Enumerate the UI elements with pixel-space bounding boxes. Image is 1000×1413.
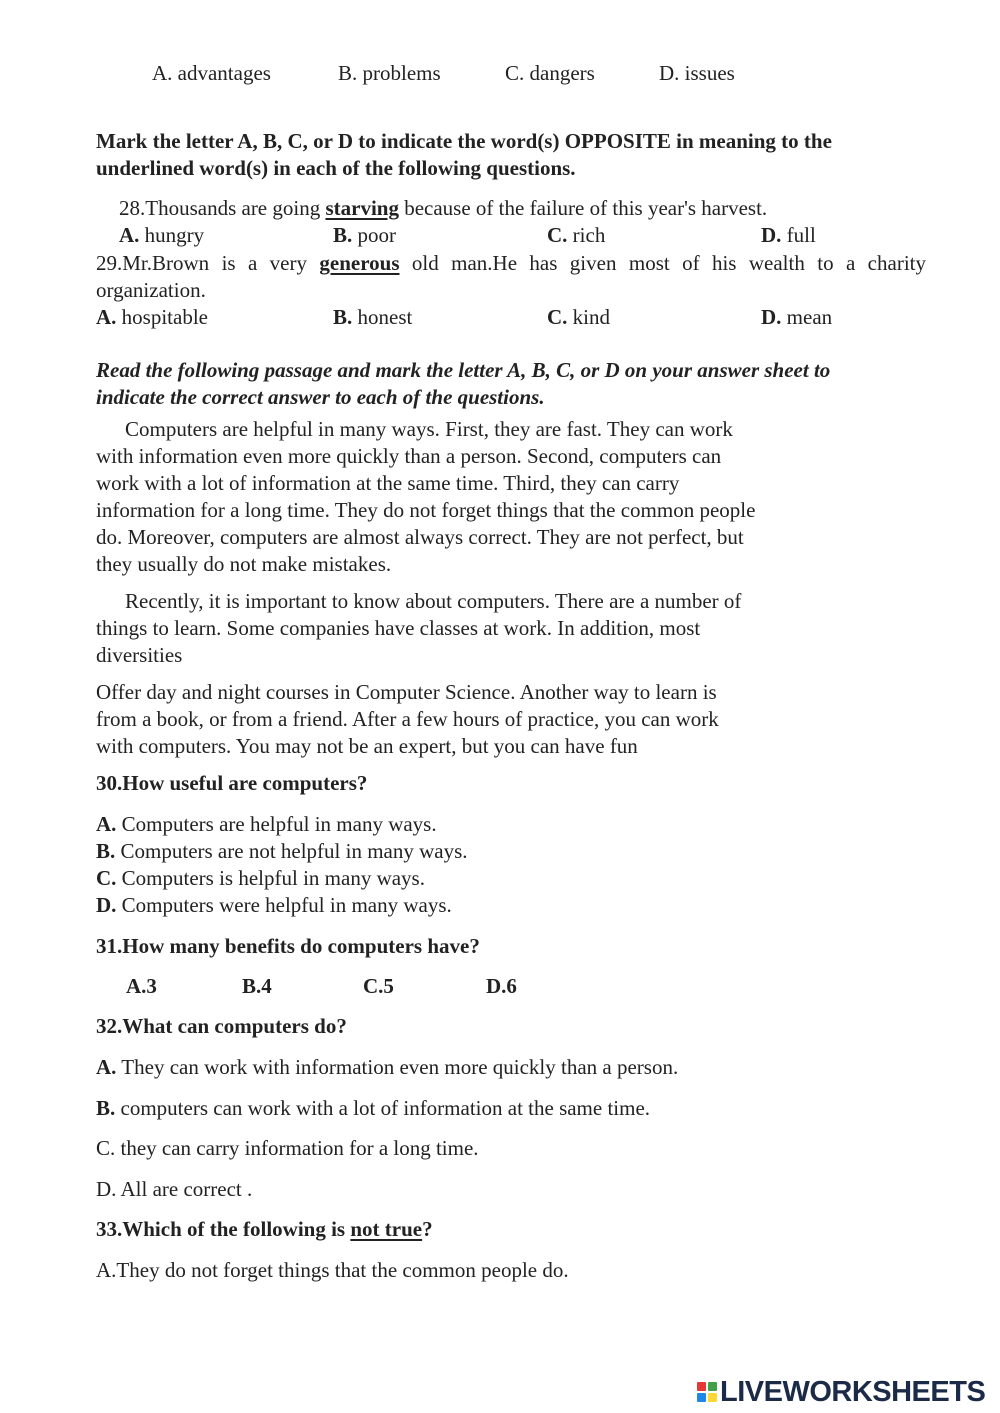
q27-option-d: D. issues: [659, 61, 735, 85]
logo-square-icon: [697, 1393, 706, 1402]
passage-p1-line: Computers are helpful in many ways. First, they are fast. They can work: [125, 417, 733, 441]
reading-instruction-line1: Read the following passage and mark the letter A, B, C, or D on your answer sheet to: [96, 358, 831, 382]
q29-option-b: B. honest: [333, 305, 413, 329]
q33-option-a: A.They do not forget things that the common people do.: [96, 1258, 569, 1282]
q30-option-b: B. Computers are not helpful in many ways.: [96, 839, 468, 863]
q29-question-line2: organization.: [96, 278, 206, 302]
q30-option-c: C. Computers is helpful in many ways.: [96, 866, 425, 890]
q27-option-a: A. advantages: [152, 61, 271, 85]
passage-p2-line: diversities: [96, 643, 183, 667]
q27-option-c: C. dangers: [505, 61, 595, 85]
q28-option-d: D. full: [761, 223, 816, 247]
q31-option-b: B.4: [242, 974, 272, 998]
opposite-instruction-line1: Mark the letter A, B, C, or D to indicate the word(s) OPPOSITE in meaning to the: [96, 129, 832, 153]
liveworksheets-logo-text: LIVEWORKSHEETS: [720, 1375, 986, 1408]
passage-p3-line: with computers. You may not be an expert, but you can have fun: [96, 734, 638, 758]
q33-underlined-phrase: not true: [350, 1217, 423, 1241]
passage-p1-line: work with a lot of information at the same time. Third, they can carry: [96, 471, 680, 495]
passage-p2-line: Recently, it is important to know about computers. There are a number of: [125, 589, 742, 613]
q29-option-d: D. mean: [761, 305, 833, 329]
q32-option-c: C. they can carry information for a long time.: [96, 1136, 479, 1160]
q31-question: 31.How many benefits do computers have?: [96, 934, 480, 958]
q29-option-c: C. kind: [547, 305, 611, 329]
passage-p1-line: with information even more quickly than a person. Second, computers can: [96, 444, 722, 468]
q28-option-b: B. poor: [333, 223, 397, 247]
q29-option-a: A. hospitable: [96, 305, 208, 329]
q29-underlined-word: generous: [319, 251, 400, 275]
logo-square-icon: [708, 1382, 717, 1391]
passage-p3-line: Offer day and night courses in Computer Science. Another way to learn is: [96, 680, 717, 704]
passage-p2-line: things to learn. Some companies have classes at work. In addition, most: [96, 616, 701, 640]
logo-square-icon: [708, 1393, 717, 1402]
q32-option-a: A. They can work with information even more quickly than a person.: [96, 1055, 679, 1079]
passage-p1-line: they usually do not make mistakes.: [96, 552, 392, 576]
passage-p1-line: information for a long time. They do not forget things that the common people: [96, 498, 756, 522]
reading-instruction-line2: indicate the correct answer to each of the questions.: [96, 385, 545, 409]
q28-option-a: A. hungry: [119, 223, 205, 247]
q32-question: 32.What can computers do?: [96, 1014, 347, 1038]
q30-option-d: D. Computers were helpful in many ways.: [96, 893, 452, 917]
q28-option-c: C. rich: [547, 223, 606, 247]
passage-p1-line: do. Moreover, computers are almost always correct. They are not perfect, but: [96, 525, 744, 549]
liveworksheets-logo: [697, 1377, 985, 1407]
logo-square-icon: [697, 1382, 706, 1391]
q31-option-c: C.5: [363, 974, 394, 998]
q32-option-d: D. All are correct .: [96, 1177, 253, 1201]
q32-option-b: B. computers can work with a lot of information at the same time.: [96, 1096, 651, 1120]
q28-underlined-word: starving: [325, 196, 399, 220]
q27-option-b: B. problems: [338, 61, 441, 85]
q29-question: 29.Mr.Brown is a very generous old man.He has given most of his wealth to a charity: [96, 251, 926, 275]
opposite-instruction-line2: underlined word(s) in each of the following questions.: [96, 156, 576, 180]
q31-option-d: D.6: [486, 974, 517, 998]
liveworksheets-logo-icon: [697, 1382, 717, 1402]
q30-question: 30.How useful are computers?: [96, 771, 368, 795]
q33-question: 33.Which of the following is not true?: [96, 1217, 433, 1241]
passage-p3-line: from a book, or from a friend. After a few hours of practice, you can work: [96, 707, 719, 731]
q30-option-a: A. Computers are helpful in many ways.: [96, 812, 437, 836]
q28-question: 28.Thousands are going starving because of the failure of this year's harvest.: [119, 196, 768, 220]
q31-option-a: A.3: [126, 974, 157, 998]
